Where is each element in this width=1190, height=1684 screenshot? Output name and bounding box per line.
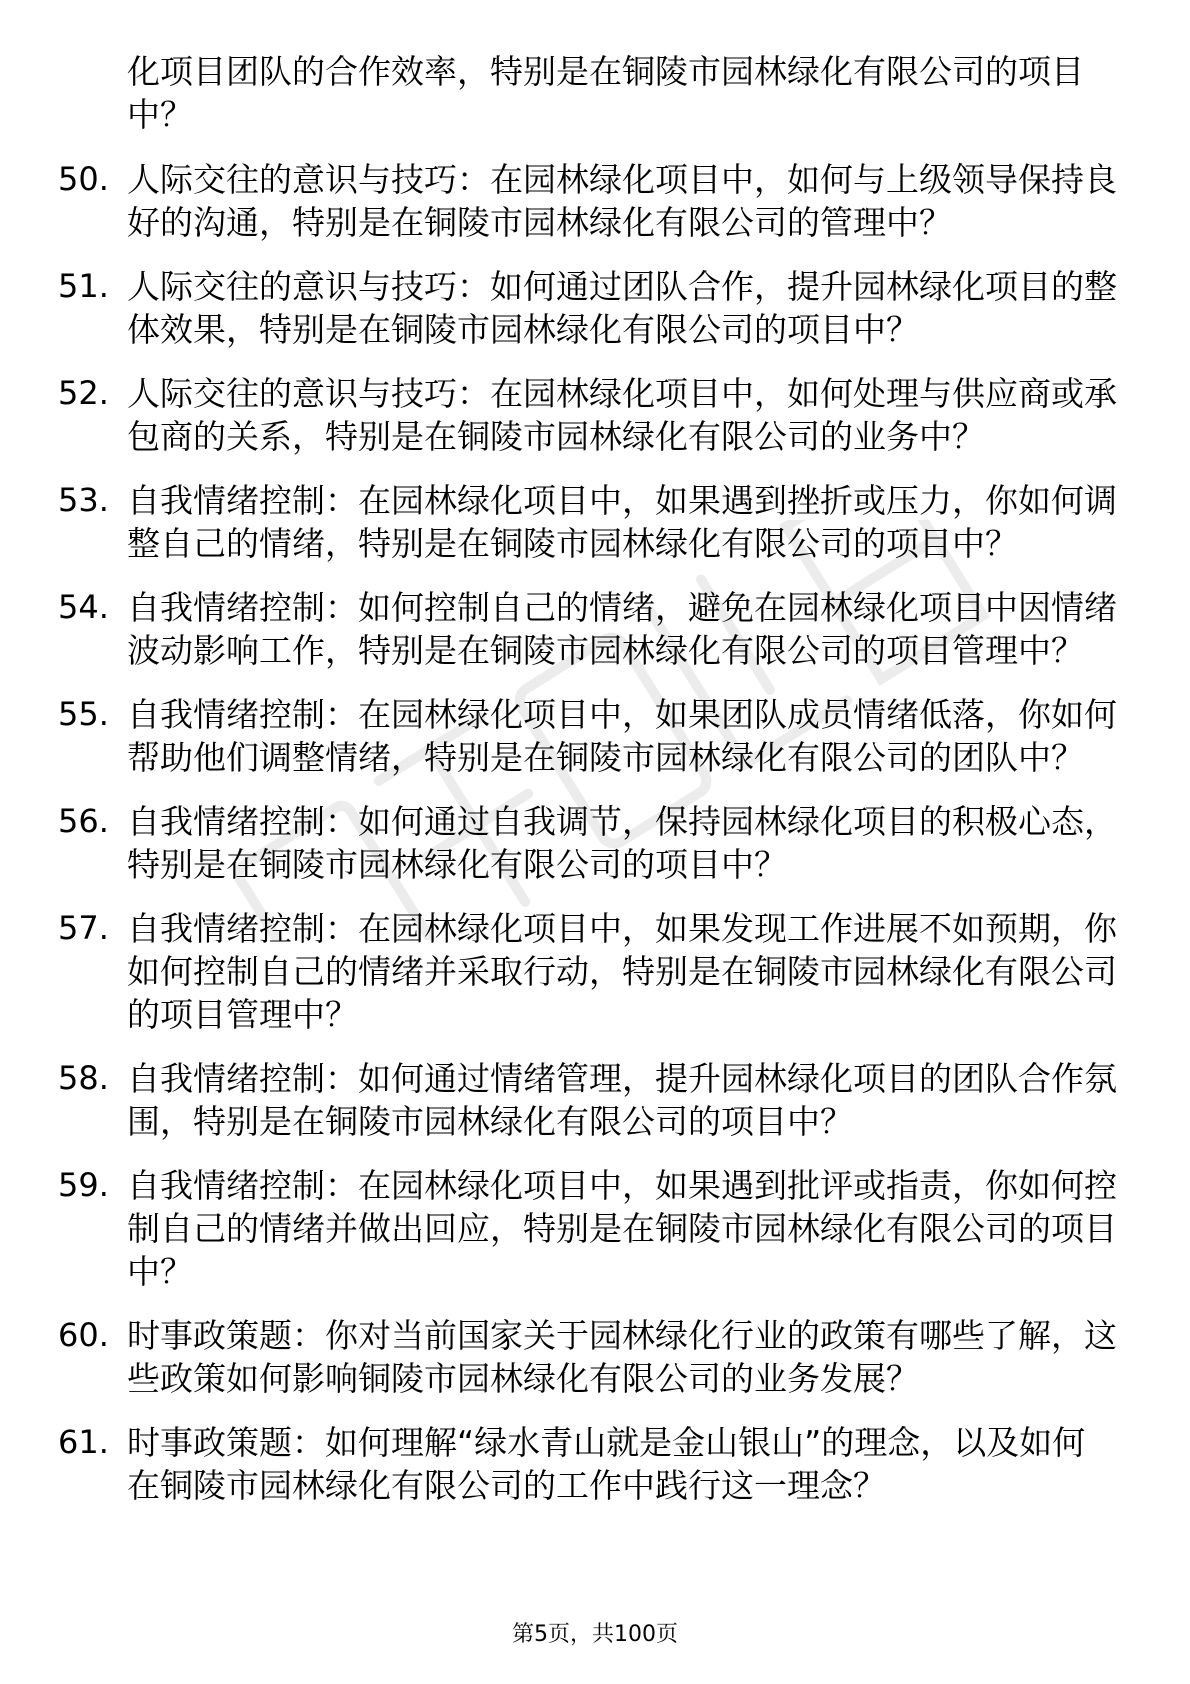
question-number: 57. xyxy=(58,909,109,947)
question-text: 自我情绪控制：如何通过情绪管理，提升园林绿化项目的团队合作氛围，特别是在铜陵市园林绿化有限公司的项目中？ xyxy=(127,1059,1117,1141)
question-number: 51. xyxy=(58,267,109,305)
continuation-text: 化项目团队的合作效率，特别是在铜陵市园林绿化有限公司的项目中？ xyxy=(127,52,1084,134)
page-footer: 第5页，共100页 xyxy=(512,1622,678,1647)
question-text: 自我情绪控制：在园林绿化项目中，如果遇到挫折或压力，你如何调整自己的情绪，特别是在铜陵市园林绿化有限公司的项目中？ xyxy=(127,481,1117,563)
question-item xyxy=(0,372,1190,458)
question-item xyxy=(0,800,1190,886)
question-number: 52. xyxy=(58,374,109,412)
question-item xyxy=(0,1314,1190,1400)
question-text: 时事政策题：如何理解“绿水青山就是金山银山”的理念，以及如何在铜陵市园林绿化有限公司的工作中践行这一理念？ xyxy=(127,1423,1086,1505)
question-text: 人际交往的意识与技巧：在园林绿化项目中，如何处理与供应商或承包商的关系，特别是在铜陵市园林绿化有限公司的业务中？ xyxy=(127,374,1117,456)
question-number: 58. xyxy=(58,1059,109,1097)
question-text: 人际交往的意识与技巧：如何通过团队合作，提升园林绿化项目的整体效果，特别是在铜陵市园林绿化有限公司的项目中？ xyxy=(127,267,1117,349)
question-number: 54. xyxy=(58,588,109,626)
question-text: 自我情绪控制：如何通过自我调节，保持园林绿化项目的积极心态，特别是在铜陵市园林绿化有限公司的项目中？ xyxy=(127,802,1117,884)
question-item xyxy=(0,907,1190,1036)
question-text: 时事政策题：你对当前国家关于园林绿化行业的政策有哪些了解，这些政策如何影响铜陵市园林绿化有限公司的业务发展？ xyxy=(127,1316,1117,1398)
question-number: 61. xyxy=(58,1423,109,1461)
question-text: 自我情绪控制：在园林绿化项目中，如果发现工作进展不如预期，你如何控制自己的情绪并采取行动，特别是在铜陵市园林绿化有限公司的项目管理中？ xyxy=(127,909,1117,1034)
question-item xyxy=(0,586,1190,672)
question-number: 50. xyxy=(58,160,109,198)
question-item xyxy=(0,158,1190,244)
question-number: 56. xyxy=(58,802,109,840)
question-number: 55. xyxy=(58,695,109,733)
question-item xyxy=(0,479,1190,565)
question-item xyxy=(0,265,1190,351)
question-number: 53. xyxy=(58,481,109,519)
question-text: 自我情绪控制：在园林绿化项目中，如果遇到批评或指责，你如何控制自己的情绪并做出回应，特别是在铜陵市园林绿化有限公司的项目中？ xyxy=(127,1166,1117,1291)
question-number: 59. xyxy=(58,1166,109,1204)
question-item xyxy=(0,1421,1190,1507)
question-list xyxy=(0,158,1190,1528)
question-item xyxy=(0,1057,1190,1143)
question-number: 60. xyxy=(58,1316,109,1354)
question-item xyxy=(0,693,1190,779)
question-item xyxy=(0,1164,1190,1293)
question-text: 自我情绪控制：如何控制自己的情绪，避免在园林绿化项目中因情绪波动影响工作，特别是在铜陵市园林绿化有限公司的项目管理中？ xyxy=(127,588,1117,670)
question-text: 人际交往的意识与技巧：在园林绿化项目中，如何与上级领导保持良好的沟通，特别是在铜陵市园林绿化有限公司的管理中？ xyxy=(127,160,1117,242)
question-text: 自我情绪控制：在园林绿化项目中，如果团队成员情绪低落，你如何帮助他们调整情绪，特别是在铜陵市园林绿化有限公司的团队中？ xyxy=(127,695,1117,777)
